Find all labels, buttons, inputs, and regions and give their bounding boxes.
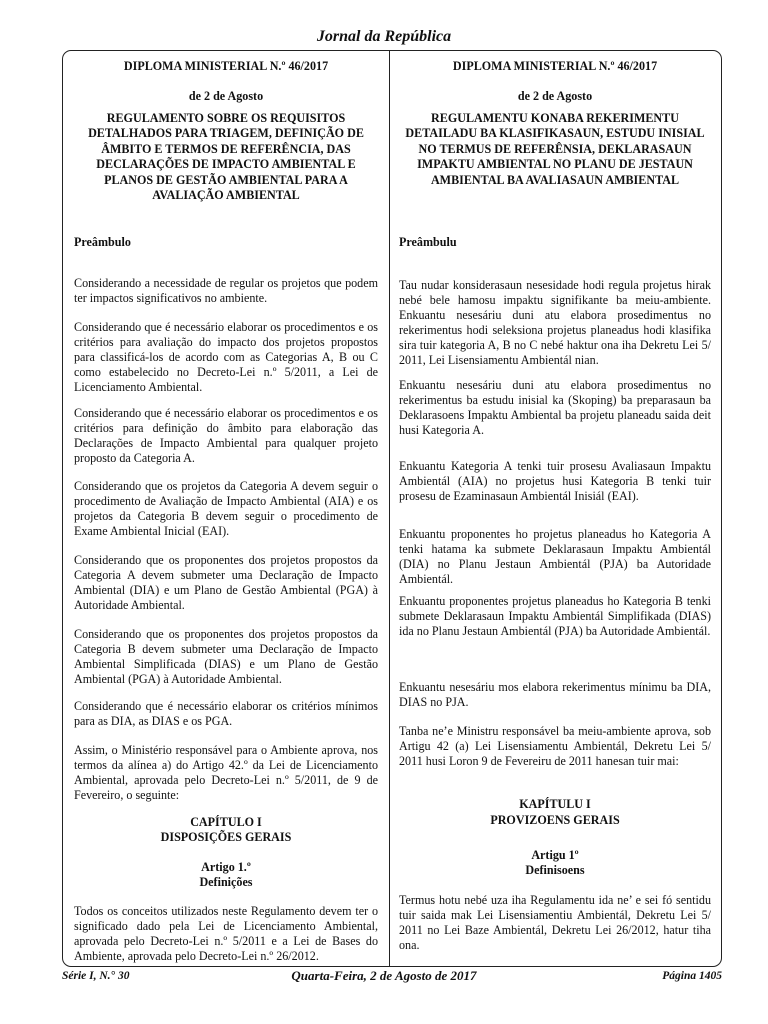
footer-series: Série I, N.° 30 — [62, 970, 130, 982]
footer-page-number: Página 1405 — [662, 970, 722, 982]
right-paragraph-4: Enkuantu proponentes ho projetus planeadus ho Kategoria A tenki hatama ka submete Deklarasaun Impaktu Ambientál (DIA) no Planu Jestaun Ambientál (PJA) ba Autoridade Ambientál. — [399, 527, 711, 587]
left-paragraph-7: Considerando que é necessário elaborar os critérios mínimos para as DIA, as DIAS e os PGA. — [74, 699, 378, 729]
left-article-text: Todos os conceitos utilizados neste Regulamento devem ter o significado dado pela Lei de Licenciamento Ambiental, aprovada pelo Decreto-Lei n.º 5/2011 e a Lei de Bases do Ambiente, aprovada pelo Decreto-Lei n.º 26/2012. — [74, 904, 378, 964]
left-paragraph-6: Considerando que os proponentes dos projetos propostos da Categoria B devem submeter uma Declaração de Impacto Ambiental Simplificada (DIAS) e um Plano de Gestão Ambiental (PGA) à Autoridade Ambiental. — [74, 627, 378, 687]
right-paragraph-1: Tau nudar konsiderasaun nesesidade hodi regula projetus hirak nebé bele hamosu impaktu signifikante ba meiu-ambiente. Enkuantu nesesáriu duni atu elabora prosedimentus no rekerimentus hodi seleksiona projetus planeadus hodi klasifika sira tuir kategoria A, B no C nebé haktur ona iha Dekretu Lei 5/ 2011, Lei Lisensiamentu Ambientál nian. — [399, 278, 711, 368]
right-preamble-heading: Preâmbulu — [399, 235, 457, 249]
right-paragraph-3: Enkuantu Kategoria A tenki tuir prosesu Avaliasaun Impaktu Ambientál (AIA) no projetus husi Kategoria B tenki tuir prosesu de Ezaminasaun Ambientál Inisiál (EAI). — [399, 459, 711, 504]
left-paragraph-8: Assim, o Ministério responsável para o Ambiente aprova, nos termos da alínea a) do Artigo 42.º da Lei de Licenciamento Ambiental, aprovada pelo Decreto-Lei n.º 5/2011, de 9 de Fevereiro, o seguinte: — [74, 743, 378, 803]
journal-title: Jornal da República — [316, 28, 452, 45]
right-article-heading: Artigu 1º — [531, 848, 579, 862]
left-preamble-heading: Preâmbulo — [74, 235, 131, 249]
left-paragraph-4: Considerando que os projetos da Categoria A devem seguir o procedimento de Avaliação de Impacto Ambiental (AIA) e os projetos da Categoria B devem seguir o procedimento de Exame Ambiental Inicial (EAI). — [74, 479, 378, 539]
right-article-text: Termus hotu nebé uza iha Regulamentu ida ne’ e sei fó sentidu tuir saida mak Lei Lisensiamentiu Ambientál, Dekretu Lei 5/ 2011 no Lei Baze Ambientál, Dekretu Lei 26/2012, hatur tiha ona. — [399, 893, 711, 953]
left-diploma-heading: DIPLOMA MINISTERIAL N.º 46/2017 — [123, 59, 329, 73]
right-chapter-heading: KAPÍTULU I — [519, 797, 591, 811]
right-regulation-title: REGULAMENTU KONABA REKERIMENTU DETAILADU BA KLASIFIKASAUN, ESTUDU INISIAL NO TERMUS DE REFERÊNSIA, DEKLARASAUN IMPAKTU AMBIENTAL NO PLANU DE JESTAUN AMBIENTAL BA AVALIASAUN AMBIENTAL — [405, 111, 705, 187]
left-paragraph-3: Considerando que é necessário elaborar os procedimentos e os critérios para definição do âmbito para elaboração das Declarações de Impacto Ambiental para qualquer projeto proposto da Categoria A. — [74, 406, 378, 466]
left-diploma-date: de 2 de Agosto — [188, 89, 264, 103]
footer-date: Quarta-Feira, 2 de Agosto de 2017 — [291, 968, 477, 983]
left-paragraph-2: Considerando que é necessário elaborar os procedimentos e os critérios para avaliação do impacto dos projetos propostos para classificá-los de acordo com as Categorias A, B ou C como estabelecido no Decreto-Lei n.º 5/2011, a Lei de Licenciamento Ambiental. — [74, 320, 378, 395]
right-diploma-date: de 2 de Agosto — [517, 89, 593, 103]
right-paragraph-6: Enkuantu nesesáriu mos elabora rekerimentus mínimu ba DIA, DIAS no PJA. — [399, 680, 711, 710]
left-paragraph-5: Considerando que os proponentes dos projetos propostos da Categoria A devem submeter uma Declaração de Impacto Ambiental (DIA) e um Plano de Gestão Ambiental (PGA) à Autoridade Ambiental. — [74, 553, 378, 613]
right-article-title: Definisoens — [525, 863, 585, 877]
left-regulation-title: REGULAMENTO SOBRE OS REQUISITOS DETALHADOS PARA TRIAGEM, DEFINIÇÃO DE ÂMBITO E TERMOS DE REFERÊNCIA, DAS DECLARAÇÕES DE IMPACTO AMBIENTAL E PLANOS DE GESTÃO AMBIENTAL PARA A AVALIAÇÃO AMBIENTAL — [88, 111, 364, 203]
left-article-heading: Artigo 1.º — [201, 860, 251, 874]
left-article-title: Definições — [199, 875, 253, 889]
column-divider — [389, 50, 390, 967]
right-paragraph-5: Enkuantu proponentes projetus planeadus ho Kategoria B tenki submete Deklarasaun Impaktu Ambientál Simplifikada (DIAS) ida no Planu Jestaun Ambientál (PJA) ba Autoridade Ambientál. — [399, 594, 711, 639]
right-paragraph-2: Enkuantu nesesáriu duni atu elabora prosedimentus no rekerimentus ba estudu inisial ka (Skoping) ba preparasaun ba Deklarasoens Impaktu Ambiental ba projetu planeadu saida deit husi Kategoria A. — [399, 378, 711, 438]
left-paragraph-1: Considerando a necessidade de regular os projetos que podem ter impactos significativos no ambiente. — [74, 276, 378, 306]
right-chapter-title: PROVIZOENS GERAIS — [490, 813, 620, 827]
right-paragraph-7: Tanba ne’e Ministru responsável ba meiu-ambiente aprova, sob Artigu 42 (a) Lei Lisensiamentu Ambientál, Dekretu Lei 5/ 2011 husi Loron 9 de Fevereiru de 2011 hanesan tuir mai: — [399, 724, 711, 769]
right-diploma-heading: DIPLOMA MINISTERIAL N.º 46/2017 — [452, 59, 658, 73]
left-chapter-title: DISPOSIÇÕES GERAIS — [160, 830, 292, 844]
left-chapter-heading: CAPÍTULO I — [190, 815, 262, 829]
